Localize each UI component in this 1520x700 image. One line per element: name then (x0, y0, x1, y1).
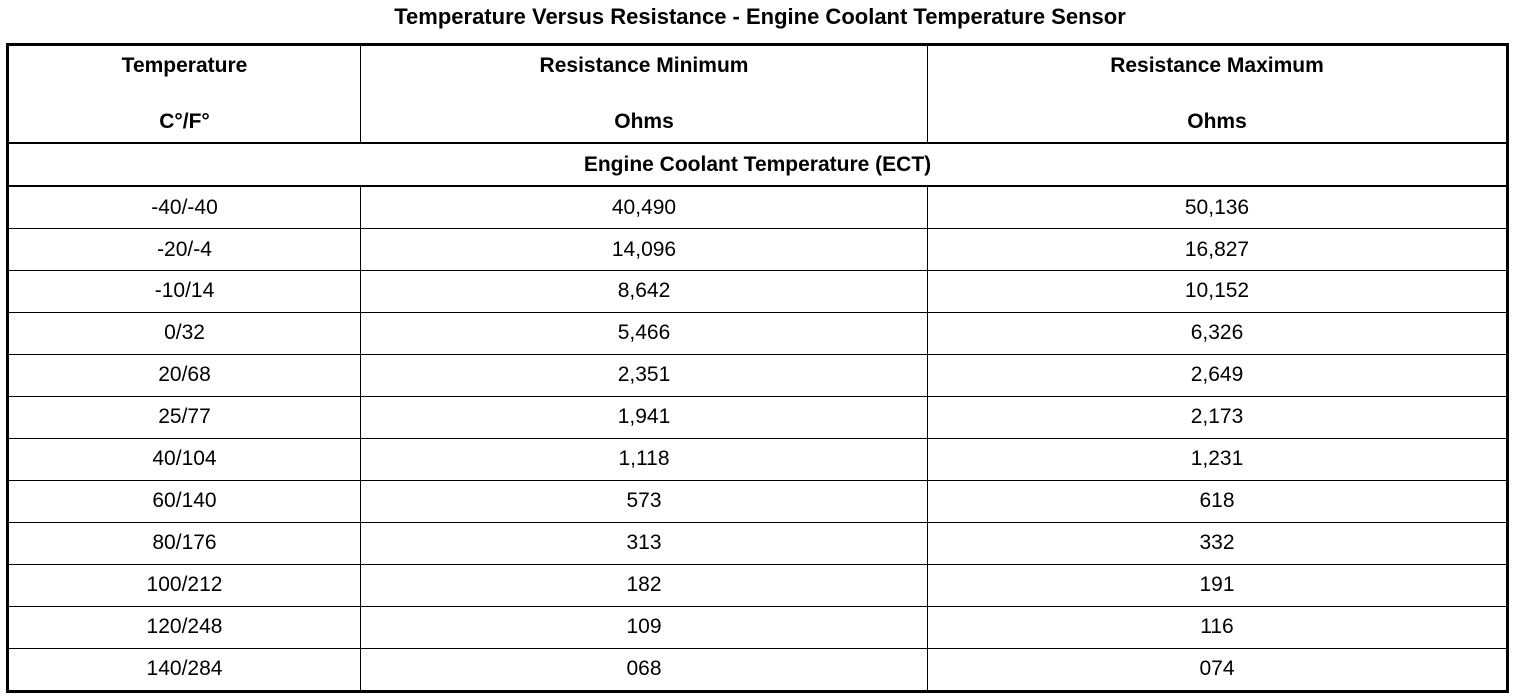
cell-temperature: 120/248 (8, 606, 361, 648)
cell-resistance-maximum: 332 (928, 522, 1508, 564)
section-row (8, 143, 1508, 186)
document-title: Temperature Versus Resistance - Engine Coolant Temperature Sensor (394, 4, 1126, 29)
table-row (8, 354, 1508, 396)
table-row (8, 312, 1508, 354)
cell-temperature: -20/-4 (8, 229, 361, 271)
resistance-table (6, 43, 1509, 693)
cell-resistance-maximum: 16,827 (928, 229, 1508, 271)
header-temperature-unit: C°/F° (159, 110, 210, 133)
cell-temperature: -40/-40 (8, 186, 361, 229)
header-row (8, 45, 1508, 144)
cell-temperature: 0/32 (8, 312, 361, 354)
table-row (8, 606, 1508, 648)
cell-resistance-maximum: 618 (928, 480, 1508, 522)
cell-resistance-maximum: 50,136 (928, 186, 1508, 229)
cell-resistance-maximum: 6,326 (928, 312, 1508, 354)
table-row (8, 271, 1508, 313)
cell-temperature: 20/68 (8, 354, 361, 396)
cell-temperature: 100/212 (8, 564, 361, 606)
cell-resistance-maximum: 2,173 (928, 396, 1508, 438)
cell-resistance-maximum: 1,231 (928, 438, 1508, 480)
table-row (8, 522, 1508, 564)
header-resistance-minimum (361, 45, 928, 144)
header-resistance-minimum-label: Resistance Minimum (539, 54, 749, 77)
table-row (8, 648, 1508, 691)
cell-temperature: 80/176 (8, 522, 361, 564)
cell-resistance-minimum: 5,466 (361, 312, 928, 354)
cell-resistance-minimum: 2,351 (361, 354, 928, 396)
cell-resistance-minimum: 40,490 (361, 186, 928, 229)
cell-resistance-maximum: 074 (928, 648, 1508, 691)
cell-resistance-minimum: 573 (361, 480, 928, 522)
cell-resistance-minimum: 1,118 (361, 438, 928, 480)
table-row (8, 438, 1508, 480)
cell-resistance-maximum: 10,152 (928, 271, 1508, 313)
cell-resistance-minimum: 182 (361, 564, 928, 606)
table-row (8, 480, 1508, 522)
header-temperature-label: Temperature (121, 54, 248, 77)
table-row (8, 229, 1508, 271)
cell-temperature: 40/104 (8, 438, 361, 480)
section-title: Engine Coolant Temperature (ECT) (8, 143, 1508, 186)
header-temperature (8, 45, 361, 144)
cell-resistance-minimum: 1,941 (361, 396, 928, 438)
cell-resistance-minimum: 109 (361, 606, 928, 648)
cell-resistance-minimum: 8,642 (361, 271, 928, 313)
table-row (8, 186, 1508, 229)
table-row (8, 396, 1508, 438)
cell-resistance-maximum: 116 (928, 606, 1508, 648)
header-resistance-minimum-unit: Ohms (614, 110, 674, 133)
cell-temperature: 25/77 (8, 396, 361, 438)
cell-resistance-maximum: 2,649 (928, 354, 1508, 396)
header-resistance-maximum-label: Resistance Maximum (1110, 54, 1324, 77)
cell-temperature: 140/284 (8, 648, 361, 691)
cell-temperature: 60/140 (8, 480, 361, 522)
table-row (8, 564, 1508, 606)
cell-resistance-minimum: 313 (361, 522, 928, 564)
header-resistance-maximum-unit: Ohms (1187, 110, 1247, 133)
cell-resistance-minimum: 068 (361, 648, 928, 691)
header-resistance-maximum (928, 45, 1508, 144)
cell-temperature: -10/14 (8, 271, 361, 313)
cell-resistance-minimum: 14,096 (361, 229, 928, 271)
cell-resistance-maximum: 191 (928, 564, 1508, 606)
